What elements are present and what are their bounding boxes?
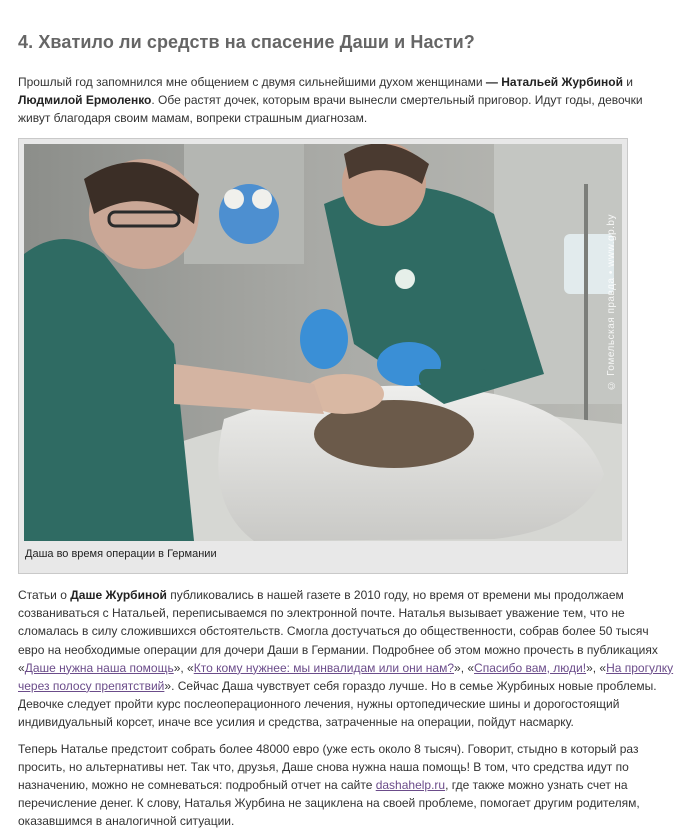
name-zhurbina: — Натальей Журбиной: [485, 75, 623, 89]
section-heading: 4. Хватило ли средств на спасение Даши и Насти?: [18, 32, 475, 52]
body-text: ». Сейчас Даша чувствует себя гораздо лучше. Но в семье Журбиных новые проблемы. Девочке следует пройти курс послеоперационного лечения, нужны ортопедические шины и дорогостоящий индивидуальный корсет, иначе все усилия и средства, затраченные на операции, пойдут насмарку.: [18, 678, 657, 729]
body-text: публиковались в нашей газете в 2010 году, но время от времени мы продолжаем созваниваться с Натальей, переписываемся по электронной почте. Наталья вызывает уважение тем, что не сломалась в силу сложившихся обстоятельств. Смогла достучаться до общественности, собрав более 50 тысяч евро на необходимые операции для дочери Даши в Германии. Подробнее об этом можно прочесть в публикациях «: [18, 588, 658, 675]
name-ermolenko: Людмилой Ермоленко: [18, 93, 152, 108]
name-dasha: Даше Журбиной: [70, 588, 167, 603]
intro-paragraph: [18, 73, 678, 127]
article-link-dashe-nuzhna[interactable]: Даше нужна наша помощь: [24, 660, 174, 675]
body-paragraph-2: [18, 740, 678, 830]
article-link-spasibo[interactable]: Спасибо вам, люди!: [474, 660, 587, 675]
article-figure: [18, 138, 628, 574]
photo-watermark: © Гомельская правда • www.gp.by: [606, 214, 617, 391]
article-link-kto-komu[interactable]: Кто кому нужнее: мы инвалидам или они нам?: [193, 660, 455, 675]
intro-text: Прошлый год запомнился мне общением с двумя сильнейшими духом женщинами: [18, 75, 486, 89]
figure-caption: Даша во время операции в Германии: [25, 548, 217, 561]
intro-text: и: [622, 75, 633, 89]
dashahelp-link[interactable]: dashahelp.ru: [375, 778, 446, 793]
body-paragraph-1: [18, 586, 678, 731]
article-link-na-progulku[interactable]: На прогулку через полосу препятствий: [18, 660, 674, 693]
body-text: , где также можно узнать счет на перечисление денег. К слову, Наталья Журбина не зациклена на своей проблеме, помогает другим родителям, оказавшимся в аналогичной ситуации.: [18, 778, 640, 829]
body-text: », «: [173, 660, 194, 675]
body-text: », «: [586, 660, 607, 675]
intro-text: . Обе растят дочек, которым врачи вынесли смертельный приговор. Идут годы, девочки живут благодаря своим мамам, вопреки страшным диагнозам.: [18, 93, 643, 126]
body-text: Теперь Наталье предстоит собрать более 48000 евро (уже есть около 8 тысяч). Говорит, стыдно в который раз просить, но альтернативы нет. Так что, друзья, Даше снова нужна наша помощь! В том, что средства идут по назначению, можно не сомневаться: подробный отчет на сайте: [18, 742, 639, 793]
surgery-photo: [24, 144, 622, 541]
body-text: », «: [454, 660, 475, 675]
body-text: Статьи о: [18, 588, 71, 603]
